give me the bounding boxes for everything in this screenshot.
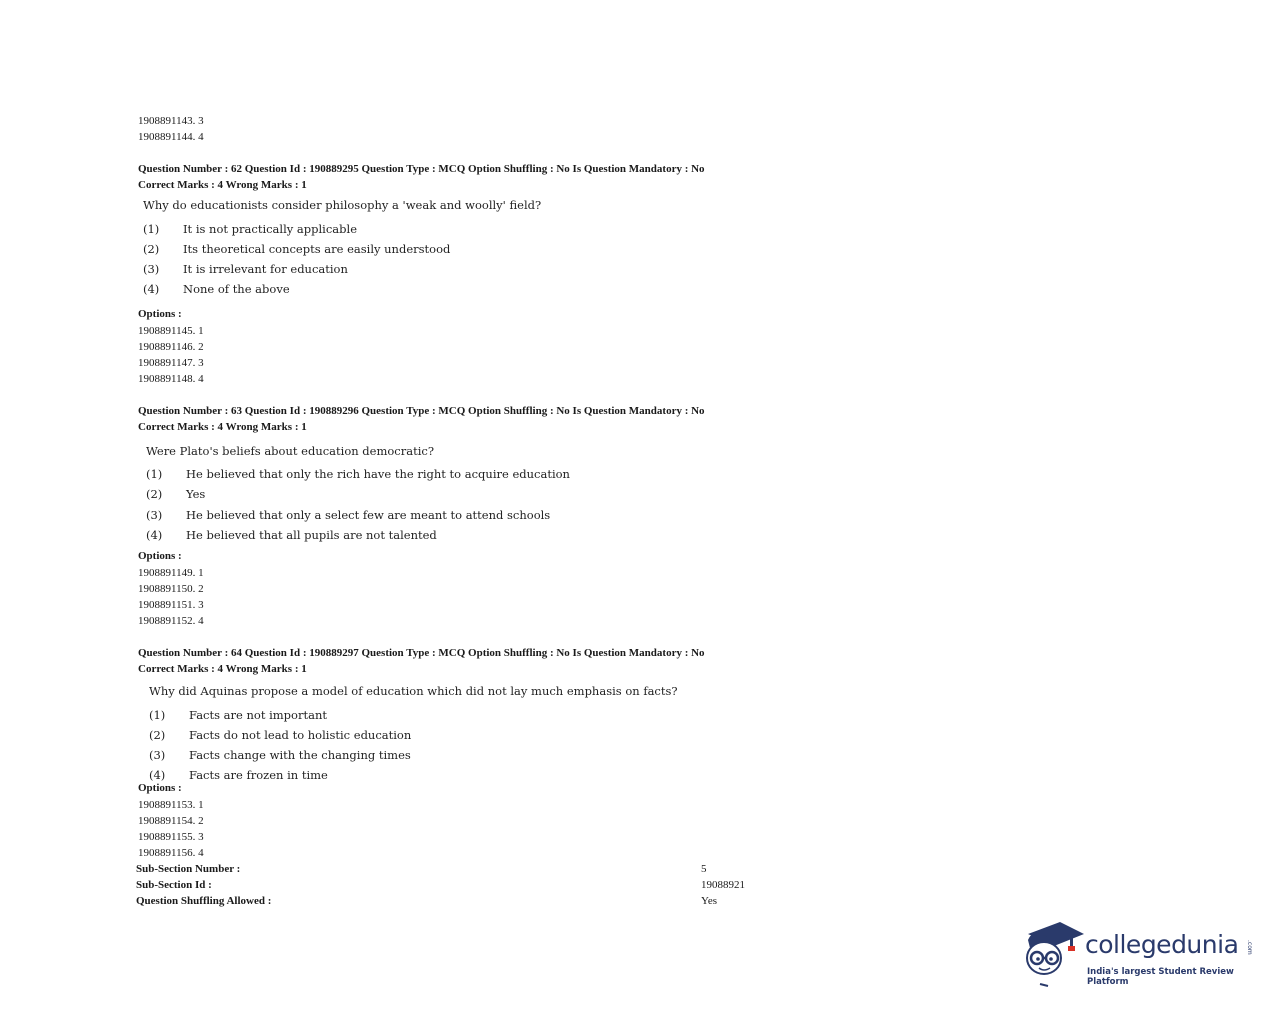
choice-text: None of the above [183, 282, 290, 296]
choice-text: He believed that only the rich have the right to acquire education [186, 467, 570, 481]
option-id: 1908891147. 3 [138, 357, 204, 369]
option-id: 1908891149. 1 [138, 567, 204, 579]
choice-text: It is irrelevant for education [183, 262, 348, 276]
option-id: 1908891152. 4 [138, 615, 204, 627]
subsection-id-value: 19088921 [701, 879, 745, 891]
choice-text: He believed that all pupils are not talented [186, 528, 437, 542]
choice-number: (1) [146, 467, 163, 481]
question-meta: Question Number : 64 Question Id : 190889297 Question Type : MCQ Option Shuffling : No Is Question Mandatory : No [138, 647, 705, 659]
option-id: 1908891150. 2 [138, 583, 204, 595]
options-label: Options : [138, 782, 182, 794]
choice-text: Its theoretical concepts are easily understood [183, 242, 451, 256]
option-id: 1908891154. 2 [138, 815, 204, 827]
option-id: 1908891151. 3 [138, 599, 204, 611]
subsection-id-label: Sub-Section Id : [136, 879, 212, 891]
choice-number: (4) [143, 282, 160, 296]
choice-text: He believed that only a select few are meant to attend schools [186, 508, 551, 522]
question-marks: Correct Marks : 4 Wrong Marks : 1 [138, 421, 307, 433]
collegedunia-logo [1022, 918, 1262, 990]
choice-number: (2) [143, 242, 160, 256]
choice-number: (3) [146, 508, 163, 522]
option-id: 1908891146. 2 [138, 341, 204, 353]
question-text: Why do educationists consider philosophy a 'weak and woolly' field? [143, 198, 542, 212]
choice-text: Facts are frozen in time [189, 768, 328, 782]
choice-text: Facts change with the changing times [189, 748, 411, 762]
question-text: Were Plato's beliefs about education democratic? [146, 444, 434, 458]
question-shuffling-value: Yes [701, 895, 718, 907]
choice-number: (2) [146, 487, 163, 501]
option-id: 1908891145. 1 [138, 325, 204, 337]
choice-number: (4) [146, 528, 163, 542]
choice-text: Yes [186, 487, 206, 501]
question-marks: Correct Marks : 4 Wrong Marks : 1 [138, 663, 307, 675]
brand-tagline: India's largest Student Review Platform [1087, 967, 1234, 987]
choice-number: (1) [149, 708, 166, 722]
option-id: 1908891143. 3 [138, 115, 204, 127]
option-id: 1908891155. 3 [138, 831, 204, 843]
option-id: 1908891144. 4 [138, 131, 204, 143]
mascot-icon [1022, 918, 1086, 990]
choice-text: Facts do not lead to holistic education [189, 728, 412, 742]
choice-number: (3) [143, 262, 160, 276]
options-label: Options : [138, 308, 182, 320]
option-id: 1908891153. 1 [138, 799, 204, 811]
question-marks: Correct Marks : 4 Wrong Marks : 1 [138, 179, 307, 191]
question-meta: Question Number : 63 Question Id : 190889296 Question Type : MCQ Option Shuffling : No Is Question Mandatory : No [138, 405, 705, 417]
brand-name: collegedunia [1085, 930, 1239, 959]
question-text: Why did Aquinas propose a model of education which did not lay much emphasis on facts? [149, 684, 678, 698]
brand-domain: .com [1246, 940, 1253, 955]
choice-number: (4) [149, 768, 166, 782]
options-label: Options : [138, 550, 182, 562]
choice-text: It is not practically applicable [183, 222, 357, 236]
question-shuffling-label: Question Shuffling Allowed : [136, 895, 272, 907]
choice-text: Facts are not important [189, 708, 327, 722]
subsection-number-label: Sub-Section Number : [136, 863, 241, 875]
question-meta: Question Number : 62 Question Id : 190889295 Question Type : MCQ Option Shuffling : No Is Question Mandatory : No [138, 163, 705, 175]
choice-number: (3) [149, 748, 166, 762]
choice-number: (2) [149, 728, 166, 742]
option-id: 1908891156. 4 [138, 847, 204, 859]
choice-number: (1) [143, 222, 160, 236]
option-id: 1908891148. 4 [138, 373, 204, 385]
subsection-number-value: 5 [701, 863, 707, 875]
